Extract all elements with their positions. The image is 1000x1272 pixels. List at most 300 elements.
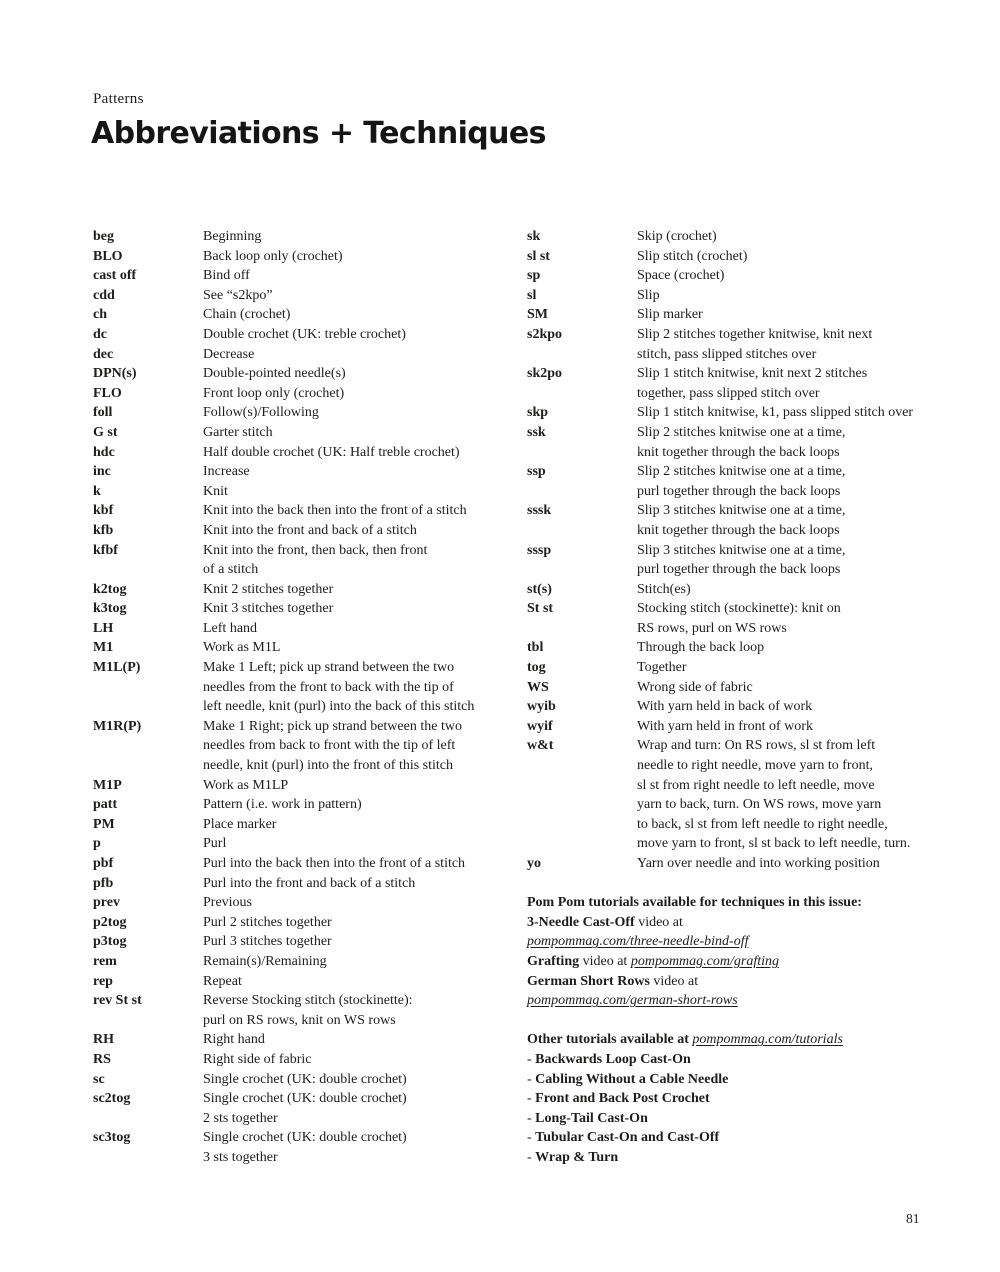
definition-line: Skip (crochet) xyxy=(637,229,717,244)
glossary-row xyxy=(93,325,525,345)
glossary-row xyxy=(527,541,979,580)
definition-line: Right side of fabric xyxy=(203,1051,312,1067)
glossary-row xyxy=(93,599,525,619)
glossary-definition xyxy=(637,247,747,267)
glossary-row xyxy=(93,443,525,463)
glossary-definition xyxy=(203,1089,407,1128)
tutorial-text: Cabling Without a Cable Needle xyxy=(535,1071,729,1087)
glossary-term: SM xyxy=(527,307,548,323)
definition-line: yarn to back, turn. On WS rows, move yarn xyxy=(637,797,882,813)
definition-line: Previous xyxy=(203,895,252,911)
definition-line: Slip xyxy=(637,287,660,303)
glossary-term: St st xyxy=(527,601,554,617)
glossary-row xyxy=(527,403,979,423)
definition-line: Wrap and turn: On RS rows, sl st from left xyxy=(637,738,876,754)
definition-line: Double crochet (UK: treble crochet) xyxy=(203,326,406,342)
page-number: 81 xyxy=(906,1211,920,1226)
tutorial-text: - xyxy=(527,1130,536,1146)
definition-line: to back, sl st from left needle to right needle, xyxy=(637,816,888,832)
glossary-definition xyxy=(203,1030,265,1050)
definition-line: Single crochet (UK: double crochet) xyxy=(203,1071,407,1087)
glossary-term: sc2tog xyxy=(93,1091,131,1107)
glossary-definition xyxy=(637,325,872,364)
glossary-term: dc xyxy=(93,326,107,342)
definition-line: Slip 2 stitches knitwise one at a time, xyxy=(637,424,846,440)
glossary-row xyxy=(93,521,525,541)
glossary-definition xyxy=(203,658,474,717)
glossary-term: sk xyxy=(527,229,541,244)
glossary-row xyxy=(93,482,525,502)
glossary-row xyxy=(527,423,979,462)
glossary-term: rev St st xyxy=(93,993,142,1009)
other-tutorials-block xyxy=(527,1030,979,1167)
glossary-row xyxy=(527,462,979,501)
glossary-term: prev xyxy=(93,895,120,911)
glossary-row xyxy=(527,658,979,678)
glossary-term: BLO xyxy=(93,248,123,264)
glossary-definition xyxy=(203,325,406,345)
glossary-definition xyxy=(203,384,344,404)
glossary-row xyxy=(93,1128,525,1167)
glossary-row xyxy=(93,266,525,286)
glossary-definition xyxy=(203,638,280,658)
glossary-definition xyxy=(203,619,257,639)
glossary-definition xyxy=(203,305,290,325)
tutorial-text: video at xyxy=(649,973,699,989)
glossary-term: k xyxy=(93,483,101,499)
tutorial-text: - xyxy=(527,1071,536,1087)
definition-line: With yarn held in back of work xyxy=(637,699,813,715)
glossary-term: dec xyxy=(93,346,114,362)
glossary-term: sc3tog xyxy=(93,1130,131,1146)
definition-line: needles from the front to back with the tip of xyxy=(203,679,454,695)
glossary-term: sl st xyxy=(527,248,550,264)
glossary-definition xyxy=(203,286,273,306)
tutorial-line xyxy=(527,972,979,992)
glossary-definition xyxy=(203,1128,407,1167)
glossary-definition xyxy=(637,423,845,462)
definition-line: Increase xyxy=(203,464,250,480)
definition-line: move yarn to front, sl st back to left needle, turn. xyxy=(637,836,911,852)
glossary-term: WS xyxy=(527,679,549,695)
glossary-row xyxy=(527,854,979,874)
tutorial-text: 3-Needle Cast-Off xyxy=(527,914,635,930)
glossary-term: skp xyxy=(527,405,549,421)
glossary-row xyxy=(93,776,525,796)
glossary-row xyxy=(93,247,525,267)
glossary-term: ssp xyxy=(527,464,546,480)
definition-line: Bind off xyxy=(203,268,250,284)
glossary-term: foll xyxy=(93,405,113,421)
glossary-term: rem xyxy=(93,953,117,969)
glossary-term: inc xyxy=(93,464,111,480)
definition-line: Follow(s)/Following xyxy=(203,405,319,421)
glossary-row xyxy=(93,462,525,482)
definition-line: Place marker xyxy=(203,816,277,832)
glossary-term: RH xyxy=(93,1032,114,1048)
glossary-definition xyxy=(637,658,687,678)
definition-line: Slip marker xyxy=(637,307,703,323)
tutorial-text: video at xyxy=(579,953,631,969)
definition-line: Half double crochet (UK: Half treble crochet) xyxy=(203,444,460,460)
glossary-row xyxy=(93,541,525,580)
glossary-term: pfb xyxy=(93,875,114,891)
glossary-definition xyxy=(203,972,242,992)
tutorial-link[interactable]: pompommag.com/german-short-rows xyxy=(527,993,738,1009)
glossary-term: sssk xyxy=(527,503,552,519)
glossary-definition xyxy=(637,541,845,580)
definition-line: Knit xyxy=(203,483,228,499)
glossary-definition xyxy=(203,541,427,580)
tutorial-text: - xyxy=(527,1110,536,1126)
definition-line: Slip 1 stitch knitwise, knit next 2 stitches xyxy=(637,366,868,382)
glossary-row xyxy=(93,619,525,639)
glossary-definition xyxy=(203,580,333,600)
glossary-term: ssk xyxy=(527,424,546,440)
glossary-row xyxy=(93,991,525,1030)
glossary-row xyxy=(93,1050,525,1070)
glossary-row xyxy=(93,305,525,325)
tutorial-line xyxy=(527,1070,979,1090)
glossary-row xyxy=(93,227,525,247)
definition-line: Purl 3 stitches together xyxy=(203,934,332,950)
definition-line: Stocking stitch (stockinette): knit on xyxy=(637,601,841,617)
glossary-definition xyxy=(203,952,327,972)
glossary-definition xyxy=(203,854,465,874)
definition-line: 3 sts together xyxy=(203,1149,278,1165)
glossary-row xyxy=(527,266,979,286)
definition-line: Single crochet (UK: double crochet) xyxy=(203,1130,407,1146)
definition-line: Double-pointed needle(s) xyxy=(203,366,346,382)
glossary-row xyxy=(527,325,979,364)
glossary-row xyxy=(93,1070,525,1090)
glossary-term: patt xyxy=(93,797,118,813)
glossary-row xyxy=(93,795,525,815)
glossary-term: k3tog xyxy=(93,601,127,617)
definition-line: Slip 3 stitches knitwise one at a time, xyxy=(637,503,846,519)
definition-line: sl st from right needle to left needle, move xyxy=(637,777,875,793)
glossary-term: p2tog xyxy=(93,914,127,930)
glossary-column-right xyxy=(527,227,979,1168)
tutorial-text: - xyxy=(527,1091,536,1107)
tutorial-line xyxy=(527,893,979,913)
glossary-term: sssp xyxy=(527,542,552,558)
glossary-term: cdd xyxy=(93,287,115,303)
glossary-term: sp xyxy=(527,268,541,284)
tutorial-text: Front and Back Post Crochet xyxy=(535,1091,710,1107)
glossary-term: FLO xyxy=(93,385,122,401)
tutorial-line xyxy=(527,1109,979,1129)
glossary-row xyxy=(93,364,525,384)
glossary-definition xyxy=(637,599,841,638)
glossary-term: rep xyxy=(93,973,113,989)
tutorial-line xyxy=(527,952,979,972)
glossary-definition xyxy=(203,1070,407,1090)
definition-line: Chain (crochet) xyxy=(203,307,291,323)
definition-line: See “s2kpo” xyxy=(203,287,273,303)
glossary-definition xyxy=(203,501,467,521)
glossary-definition xyxy=(637,638,764,658)
glossary-definition xyxy=(203,521,417,541)
glossary-term: LH xyxy=(93,620,114,636)
glossary-term: sc xyxy=(93,1071,105,1087)
tutorial-text: - xyxy=(527,1051,536,1067)
definition-line: Wrong side of fabric xyxy=(637,679,753,695)
definition-line: Yarn over needle and into working position xyxy=(637,856,880,871)
glossary-row xyxy=(93,717,525,776)
glossary-row xyxy=(93,893,525,913)
glossary-term: p3tog xyxy=(93,934,127,950)
glossary-term: kfbf xyxy=(93,542,118,558)
definition-line: needle, knit (purl) into the front of this stitch xyxy=(203,758,454,774)
glossary-row xyxy=(93,932,525,952)
tutorial-text: Wrap & Turn xyxy=(535,1149,619,1165)
tutorial-link[interactable]: pompommag.com/tutorials xyxy=(692,1032,843,1048)
glossary-definition xyxy=(637,227,717,247)
definition-line: purl together through the back loops xyxy=(637,483,841,499)
definition-line: Purl into the front and back of a stitch xyxy=(203,875,416,891)
glossary-term: RS xyxy=(93,1051,111,1067)
definition-line: needles from back to front with the tip of left xyxy=(203,738,456,754)
glossary-definition xyxy=(637,305,703,325)
definition-line: Work as M1LP xyxy=(203,777,289,793)
definition-line: left needle, knit (purl) into the back of this stitch xyxy=(203,699,475,715)
glossary-definition xyxy=(203,717,462,776)
definition-line: Make 1 Left; pick up strand between the two xyxy=(203,660,455,676)
glossary-definition xyxy=(203,834,226,854)
glossary-term: st(s) xyxy=(527,581,552,597)
glossary-row xyxy=(93,501,525,521)
glossary-definition xyxy=(637,286,660,306)
glossary-row xyxy=(527,678,979,698)
tutorial-line xyxy=(527,1128,979,1148)
glossary-term: wyib xyxy=(527,699,556,715)
glossary-definition xyxy=(203,913,332,933)
glossary-row xyxy=(93,815,525,835)
glossary-term: sl xyxy=(527,287,537,303)
definition-line: Purl into the back then into the front of a stitch xyxy=(203,856,466,871)
tutorial-text: - xyxy=(527,1149,536,1165)
definition-line: Together xyxy=(637,660,687,676)
definition-line: of a stitch xyxy=(203,562,259,578)
tutorial-link[interactable]: pompommag.com/three-needle-bind-off xyxy=(527,934,749,950)
glossary-definition xyxy=(637,678,753,698)
glossary-definition xyxy=(203,776,288,796)
glossary-row xyxy=(93,384,525,404)
glossary-row xyxy=(527,638,979,658)
definition-line: Left hand xyxy=(203,620,258,636)
tutorial-text: Grafting xyxy=(527,953,580,969)
glossary-row xyxy=(93,345,525,365)
definition-line: together, pass slipped stitch over xyxy=(637,385,820,401)
definition-line: knit together through the back loops xyxy=(637,444,840,460)
tutorial-line xyxy=(527,991,979,1011)
glossary-term: M1L(P) xyxy=(93,660,141,676)
definition-line: Slip 2 stitches knitwise one at a time, xyxy=(637,464,846,480)
glossary-term: wyif xyxy=(527,718,553,734)
definition-line: Through the back loop xyxy=(637,640,765,656)
glossary-definition xyxy=(637,364,867,403)
page-title: Abbreviations + Techniques xyxy=(91,116,546,151)
glossary-row xyxy=(93,913,525,933)
issue-tutorials-block xyxy=(527,893,979,1011)
glossary-term: M1 xyxy=(93,640,114,656)
glossary-definition xyxy=(203,599,333,619)
glossary-row xyxy=(93,1089,525,1128)
glossary-term: kbf xyxy=(93,503,114,519)
tutorial-line xyxy=(527,1148,979,1168)
glossary-row xyxy=(93,952,525,972)
glossary-term: k2tog xyxy=(93,581,127,597)
definition-line: Garter stitch xyxy=(203,424,273,440)
definition-line: Slip stitch (crochet) xyxy=(637,248,748,264)
glossary-term: pbf xyxy=(93,856,114,871)
definition-line: Knit 2 stitches together xyxy=(203,581,334,597)
glossary-row xyxy=(93,874,525,894)
glossary-term: PM xyxy=(93,816,115,832)
tutorial-text: Long-Tail Cast-On xyxy=(535,1110,648,1126)
glossary-row xyxy=(93,658,525,717)
glossary-definition xyxy=(637,403,913,423)
definition-line: RS rows, purl on WS rows xyxy=(637,620,787,636)
glossary-row xyxy=(93,834,525,854)
glossary-term: cast off xyxy=(93,268,137,284)
definition-line: needle to right needle, move yarn to front, xyxy=(637,758,873,774)
definition-line: purl on RS rows, knit on WS rows xyxy=(203,1012,396,1028)
definition-line: Knit into the front, then back, then front xyxy=(203,542,428,558)
glossary-definition xyxy=(203,795,362,815)
tutorial-link[interactable]: pompommag.com/grafting xyxy=(630,953,779,969)
definition-line: With yarn held in front of work xyxy=(637,718,813,734)
definition-line: stitch, pass slipped stitches over xyxy=(637,346,817,362)
definition-line: Slip 2 stitches together knitwise, knit next xyxy=(637,326,873,342)
glossary-row xyxy=(527,697,979,717)
tutorial-line xyxy=(527,1089,979,1109)
glossary-definition xyxy=(203,403,319,423)
definition-line: Back loop only (crochet) xyxy=(203,248,343,264)
glossary-definition xyxy=(637,736,910,854)
definition-line: Work as M1L xyxy=(203,640,281,656)
tutorial-text: Other tutorials available at xyxy=(527,1032,693,1048)
glossary-row xyxy=(527,364,979,403)
definition-line: Knit 3 stitches together xyxy=(203,601,334,617)
glossary-row xyxy=(527,286,979,306)
tutorial-text: Pom Pom tutorials available for techniques in this issue: xyxy=(527,895,862,911)
glossary-definition xyxy=(203,482,228,502)
definition-line: Purl xyxy=(203,836,227,852)
glossary-row xyxy=(527,247,979,267)
definition-line: Slip 1 stitch knitwise, k1, pass slipped stitch over xyxy=(637,405,914,421)
definition-line: Repeat xyxy=(203,973,242,989)
definition-line: Stitch(es) xyxy=(637,581,691,597)
definition-line: 2 sts together xyxy=(203,1110,278,1126)
glossary-term: tbl xyxy=(527,640,544,656)
glossary-row xyxy=(93,403,525,423)
definition-line: Space (crochet) xyxy=(637,268,725,284)
glossary-term: s2kpo xyxy=(527,326,563,342)
definition-line: Single crochet (UK: double crochet) xyxy=(203,1091,407,1107)
definition-line: Front loop only (crochet) xyxy=(203,385,345,401)
glossary-row xyxy=(527,736,979,854)
glossary-definition xyxy=(637,717,813,737)
definition-line: Slip 3 stitches knitwise one at a time, xyxy=(637,542,846,558)
tutorial-line xyxy=(527,1050,979,1070)
definition-line: Make 1 Right; pick up strand between the two xyxy=(203,718,462,734)
glossary-definition xyxy=(203,815,276,835)
tutorial-text: German Short Rows xyxy=(527,973,650,989)
glossary-term: ch xyxy=(93,307,107,323)
glossary-term: hdc xyxy=(93,444,115,460)
glossary-definition xyxy=(637,697,812,717)
glossary-row xyxy=(93,1030,525,1050)
glossary-row xyxy=(93,854,525,874)
tutorial-text: Backwards Loop Cast-On xyxy=(535,1051,691,1067)
glossary-row xyxy=(527,227,979,247)
glossary-term: yo xyxy=(527,856,541,871)
glossary-row xyxy=(527,501,979,540)
glossary-definition xyxy=(203,874,415,894)
section-label: Patterns xyxy=(93,91,144,107)
definition-line: Purl 2 stitches together xyxy=(203,914,332,930)
glossary-row xyxy=(527,717,979,737)
glossary-definition xyxy=(203,462,250,482)
glossary-term: M1R(P) xyxy=(93,718,142,734)
definition-line: Decrease xyxy=(203,346,255,362)
glossary-definition xyxy=(203,1050,311,1070)
tutorial-line xyxy=(527,1030,979,1050)
definition-line: Remain(s)/Remaining xyxy=(203,953,327,969)
glossary-term: M1P xyxy=(93,777,122,793)
glossary-definition xyxy=(203,893,252,913)
glossary-definition xyxy=(203,932,332,952)
glossary-definition xyxy=(203,345,254,365)
glossary-definition xyxy=(637,854,880,874)
definition-line: Knit into the back then into the front of a stitch xyxy=(203,503,467,519)
definition-line: Reverse Stocking stitch (stockinette): xyxy=(203,993,413,1009)
glossary-definition xyxy=(203,227,261,247)
glossary-row xyxy=(93,286,525,306)
tutorial-line xyxy=(527,913,979,933)
glossary-definition xyxy=(203,991,413,1030)
glossary-definition xyxy=(203,443,460,463)
definition-line: Knit into the front and back of a stitch xyxy=(203,522,417,538)
tutorial-line xyxy=(527,932,979,952)
glossary-term: G st xyxy=(93,424,118,440)
glossary-term: kfb xyxy=(93,522,114,538)
definition-line: Pattern (i.e. work in pattern) xyxy=(203,797,362,813)
glossary-column-left xyxy=(93,227,525,1168)
glossary-definition xyxy=(637,266,724,286)
glossary-definition xyxy=(637,501,845,540)
glossary-row xyxy=(527,305,979,325)
glossary-definition xyxy=(203,364,346,384)
glossary-row xyxy=(93,423,525,443)
glossary-row xyxy=(527,580,979,600)
glossary-definition xyxy=(203,266,250,286)
glossary-definition xyxy=(637,462,845,501)
tutorial-text: video at xyxy=(634,914,683,930)
definition-line: knit together through the back loops xyxy=(637,522,840,538)
glossary-term: beg xyxy=(93,229,114,244)
glossary-term: p xyxy=(93,836,101,852)
glossary-row xyxy=(93,972,525,992)
tutorial-text: Tubular Cast-On and Cast-Off xyxy=(535,1130,720,1146)
glossary-definition xyxy=(203,423,273,443)
definition-line: purl together through the back loops xyxy=(637,562,841,578)
definition-line: Beginning xyxy=(203,229,262,244)
definition-line: Right hand xyxy=(203,1032,265,1048)
glossary-term: tog xyxy=(527,660,546,676)
